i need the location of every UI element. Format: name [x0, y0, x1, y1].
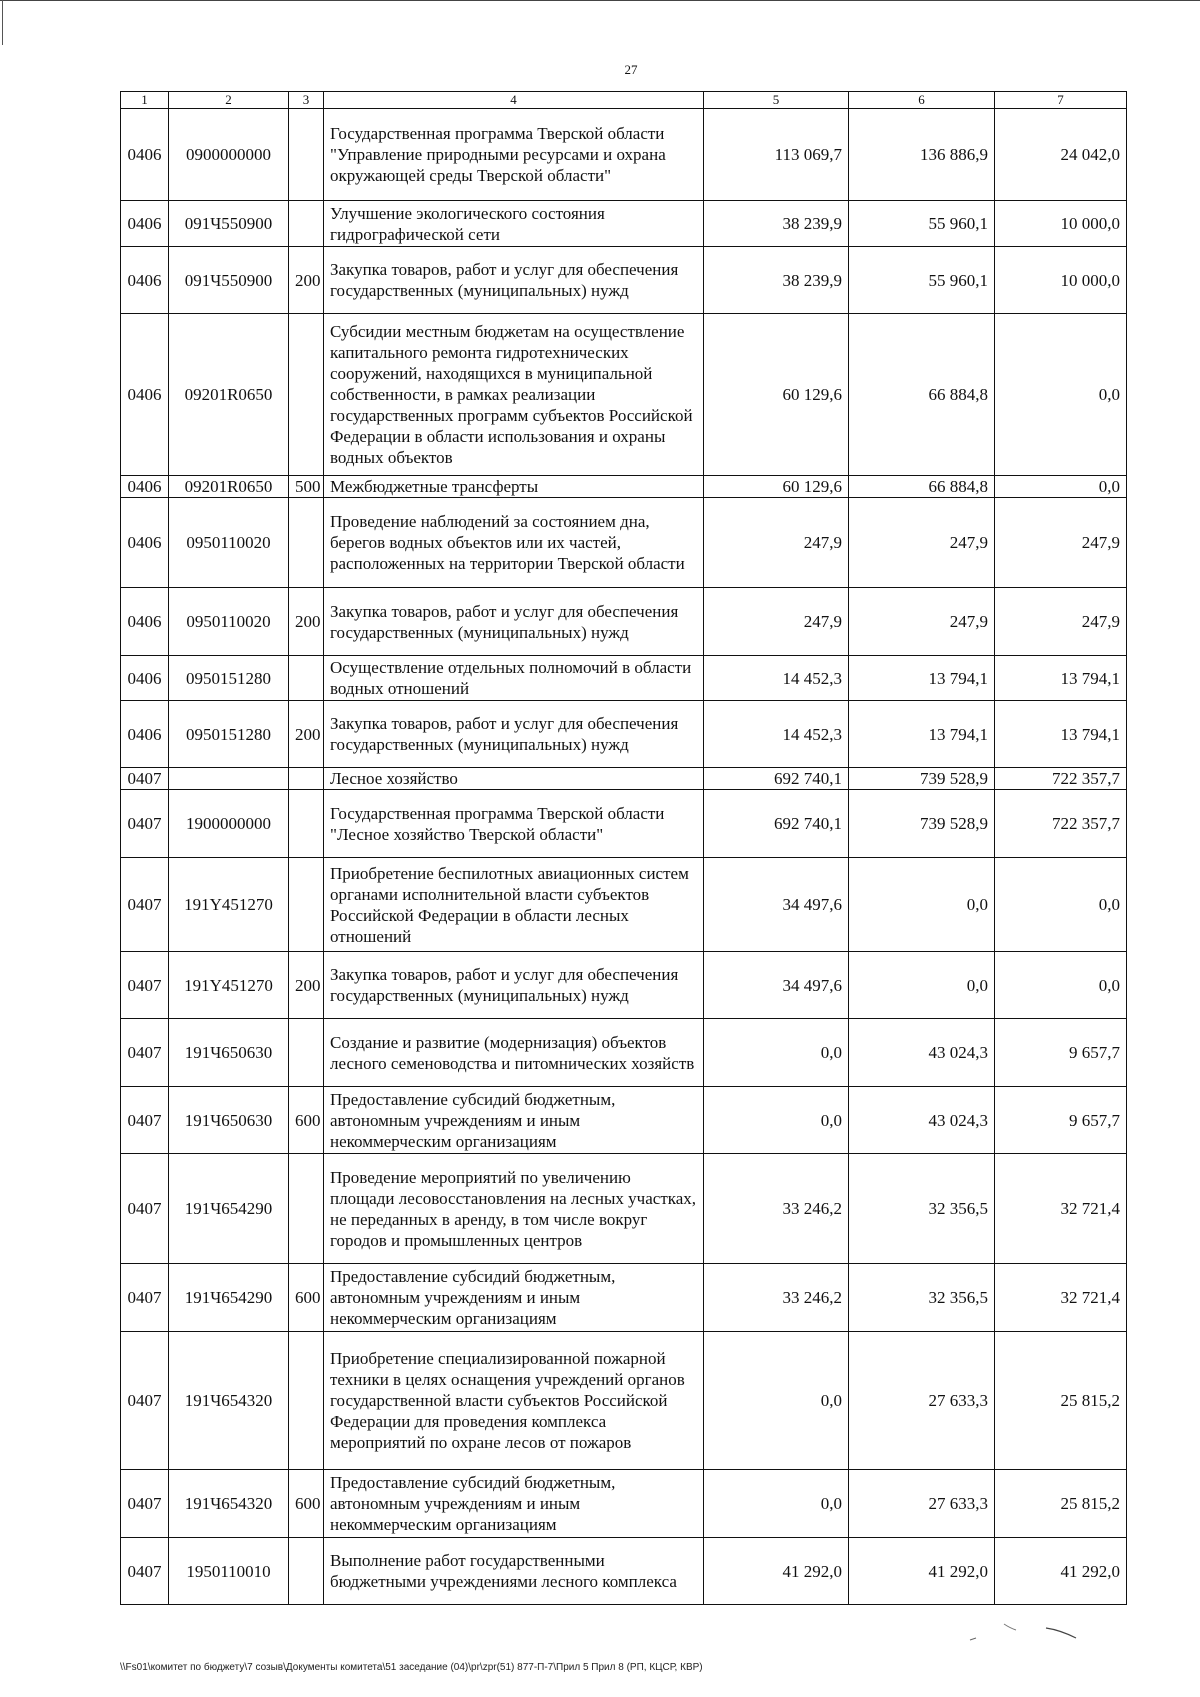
section-code-cell: 0407 [121, 1019, 169, 1087]
amount-col6-cell: 739 528,9 [849, 790, 995, 858]
amount-col5-cell: 14 452,3 [704, 701, 849, 768]
section-code-cell: 0406 [121, 498, 169, 588]
amount-col7-cell: 25 815,2 [995, 1470, 1127, 1538]
expense-type-cell [289, 1538, 324, 1605]
section-code-cell: 0406 [121, 247, 169, 314]
amount-col7-cell: 0,0 [995, 858, 1127, 952]
amount-col6-cell: 0,0 [849, 952, 995, 1019]
amount-col6-cell: 55 960,1 [849, 247, 995, 314]
amount-col5-cell: 0,0 [704, 1087, 849, 1154]
amount-col5-cell: 38 239,9 [704, 201, 849, 247]
target-code-cell: 0950110020 [169, 588, 289, 656]
expense-type-cell [289, 109, 324, 201]
column-number-row [121, 92, 1127, 109]
table-row [121, 201, 1127, 247]
item-name-cell: Закупка товаров, работ и услуг для обеспечения государственных (муниципальных) нужд [324, 588, 704, 656]
scan-left-edge [2, 0, 3, 45]
item-name-cell: Приобретение беспилотных авиационных систем органами исполнительной власти субъектов Российской Федерации в области лесных отношений [324, 858, 704, 952]
section-code-cell: 0407 [121, 1470, 169, 1538]
amount-col7-cell: 722 357,7 [995, 790, 1127, 858]
target-code-cell: 09201R0650 [169, 314, 289, 476]
expense-type-cell: 600 [289, 1470, 324, 1538]
target-code-cell: 191Ч654290 [169, 1154, 289, 1264]
amount-col5-cell: 34 497,6 [704, 952, 849, 1019]
amount-col6-cell: 66 884,8 [849, 476, 995, 498]
section-code-cell: 0406 [121, 109, 169, 201]
expense-type-cell: 200 [289, 247, 324, 314]
item-name-cell: Улучшение экологического состояния гидрографической сети [324, 201, 704, 247]
amount-col7-cell: 0,0 [995, 314, 1127, 476]
amount-col5-cell: 113 069,7 [704, 109, 849, 201]
amount-col5-cell: 692 740,1 [704, 790, 849, 858]
expense-type-cell: 200 [289, 701, 324, 768]
amount-col7-cell: 32 721,4 [995, 1154, 1127, 1264]
amount-col7-cell: 10 000,0 [995, 247, 1127, 314]
column-header: 1 [121, 92, 169, 109]
table-row [121, 498, 1127, 588]
amount-col7-cell: 13 794,1 [995, 656, 1127, 701]
amount-col6-cell: 32 356,5 [849, 1264, 995, 1332]
expense-type-cell: 500 [289, 476, 324, 498]
expense-type-cell [289, 1019, 324, 1087]
item-name-cell: Проведение мероприятий по увеличению площади лесовосстановления на лесных участках, не переданных в аренду, в том числе вокруг городов и промышленных центров [324, 1154, 704, 1264]
amount-col5-cell: 34 497,6 [704, 858, 849, 952]
section-code-cell: 0407 [121, 768, 169, 790]
amount-col7-cell: 722 357,7 [995, 768, 1127, 790]
amount-col5-cell: 33 246,2 [704, 1154, 849, 1264]
amount-col5-cell: 0,0 [704, 1332, 849, 1470]
table-row [121, 790, 1127, 858]
item-name-cell: Закупка товаров, работ и услуг для обеспечения государственных (муниципальных) нужд [324, 247, 704, 314]
item-name-cell: Закупка товаров, работ и услуг для обеспечения государственных (муниципальных) нужд [324, 952, 704, 1019]
table-row [121, 952, 1127, 1019]
table-row [121, 476, 1127, 498]
section-code-cell: 0407 [121, 952, 169, 1019]
expense-type-cell [289, 858, 324, 952]
table-row [121, 1264, 1127, 1332]
expense-type-cell [289, 201, 324, 247]
table-row [121, 1154, 1127, 1264]
section-code-cell: 0407 [121, 1332, 169, 1470]
amount-col5-cell: 60 129,6 [704, 314, 849, 476]
section-code-cell: 0407 [121, 1154, 169, 1264]
column-header: 2 [169, 92, 289, 109]
expense-type-cell [289, 498, 324, 588]
item-name-cell: Предоставление субсидий бюджетным, автономным учреждениям и иным некоммерческим организациям [324, 1470, 704, 1538]
section-code-cell: 0407 [121, 790, 169, 858]
item-name-cell: Субсидии местным бюджетам на осуществление капитального ремонта гидротехнических сооружений, находящихся в муниципальной собственности, в рамках реализации государственных программ субъектов Российской Федерации в области использования и охраны водных объектов [324, 314, 704, 476]
table-row [121, 1332, 1127, 1470]
amount-col6-cell: 27 633,3 [849, 1332, 995, 1470]
table-row [121, 768, 1127, 790]
amount-col5-cell: 60 129,6 [704, 476, 849, 498]
table-row [121, 1019, 1127, 1087]
amount-col6-cell: 13 794,1 [849, 656, 995, 701]
item-name-cell: Создание и развитие (модернизация) объектов лесного семеноводства и питомнических хозяйств [324, 1019, 704, 1087]
amount-col7-cell: 10 000,0 [995, 201, 1127, 247]
table-row [121, 247, 1127, 314]
target-code-cell: 0950151280 [169, 701, 289, 768]
amount-col5-cell: 247,9 [704, 588, 849, 656]
item-name-cell: Лесное хозяйство [324, 768, 704, 790]
item-name-cell: Межбюджетные трансферты [324, 476, 704, 498]
amount-col6-cell: 247,9 [849, 498, 995, 588]
column-header: 6 [849, 92, 995, 109]
amount-col5-cell: 692 740,1 [704, 768, 849, 790]
amount-col7-cell: 9 657,7 [995, 1087, 1127, 1154]
amount-col6-cell: 13 794,1 [849, 701, 995, 768]
column-header: 4 [324, 92, 704, 109]
column-header: 7 [995, 92, 1127, 109]
item-name-cell: Государственная программа Тверской области "Управление природными ресурсами и охрана окружающей среды Тверской области" [324, 109, 704, 201]
table-row [121, 656, 1127, 701]
item-name-cell: Осуществление отдельных полномочий в области водных отношений [324, 656, 704, 701]
item-name-cell: Предоставление субсидий бюджетным, автономным учреждениям и иным некоммерческим организациям [324, 1087, 704, 1154]
item-name-cell: Проведение наблюдений за состоянием дна, берегов водных объектов или их частей, расположенных на территории Тверской области [324, 498, 704, 588]
amount-col6-cell: 43 024,3 [849, 1019, 995, 1087]
table-row [121, 1087, 1127, 1154]
table-row [121, 588, 1127, 656]
amount-col7-cell: 41 292,0 [995, 1538, 1127, 1605]
section-code-cell: 0406 [121, 201, 169, 247]
amount-col6-cell: 247,9 [849, 588, 995, 656]
amount-col7-cell: 24 042,0 [995, 109, 1127, 201]
target-code-cell: 191Ч654320 [169, 1332, 289, 1470]
amount-col5-cell: 0,0 [704, 1470, 849, 1538]
amount-col6-cell: 739 528,9 [849, 768, 995, 790]
section-code-cell: 0407 [121, 1087, 169, 1154]
expense-type-cell [289, 314, 324, 476]
section-code-cell: 0406 [121, 476, 169, 498]
target-code-cell [169, 768, 289, 790]
table-row [121, 109, 1127, 201]
expense-type-cell [289, 1154, 324, 1264]
amount-col6-cell: 41 292,0 [849, 1538, 995, 1605]
section-code-cell: 0406 [121, 701, 169, 768]
budget-table [120, 91, 1127, 1605]
table-row [121, 858, 1127, 952]
expense-type-cell [289, 790, 324, 858]
target-code-cell: 191Ч654290 [169, 1264, 289, 1332]
amount-col6-cell: 27 633,3 [849, 1470, 995, 1538]
section-code-cell: 0407 [121, 1538, 169, 1605]
amount-col7-cell: 0,0 [995, 476, 1127, 498]
target-code-cell: 09201R0650 [169, 476, 289, 498]
table-row [121, 701, 1127, 768]
table-row [121, 1538, 1127, 1605]
column-header: 3 [289, 92, 324, 109]
target-code-cell: 1950110010 [169, 1538, 289, 1605]
amount-col6-cell: 0,0 [849, 858, 995, 952]
section-code-cell: 0406 [121, 588, 169, 656]
amount-col5-cell: 14 452,3 [704, 656, 849, 701]
item-name-cell: Выполнение работ государственными бюджетными учреждениями лесного комплекса [324, 1538, 704, 1605]
item-name-cell: Закупка товаров, работ и услуг для обеспечения государственных (муниципальных) нужд [324, 701, 704, 768]
target-code-cell: 1900000000 [169, 790, 289, 858]
amount-col5-cell: 33 246,2 [704, 1264, 849, 1332]
amount-col7-cell: 247,9 [995, 498, 1127, 588]
target-code-cell: 191Ч650630 [169, 1087, 289, 1154]
expense-type-cell [289, 1332, 324, 1470]
item-name-cell: Приобретение специализированной пожарной техники в целях оснащения учреждений органов государственной власти субъектов Российской Федерации для проведения комплекса мероприятий по охране лесов от пожаров [324, 1332, 704, 1470]
target-code-cell: 191Y451270 [169, 858, 289, 952]
amount-col6-cell: 43 024,3 [849, 1087, 995, 1154]
expense-type-cell: 200 [289, 588, 324, 656]
amount-col5-cell: 0,0 [704, 1019, 849, 1087]
amount-col6-cell: 55 960,1 [849, 201, 995, 247]
amount-col5-cell: 38 239,9 [704, 247, 849, 314]
column-header: 5 [704, 92, 849, 109]
target-code-cell: 191Ч650630 [169, 1019, 289, 1087]
expense-type-cell: 600 [289, 1087, 324, 1154]
amount-col5-cell: 41 292,0 [704, 1538, 849, 1605]
amount-col7-cell: 13 794,1 [995, 701, 1127, 768]
amount-col7-cell: 0,0 [995, 952, 1127, 1019]
amount-col7-cell: 32 721,4 [995, 1264, 1127, 1332]
expense-type-cell [289, 656, 324, 701]
target-code-cell: 0900000000 [169, 109, 289, 201]
target-code-cell: 191Y451270 [169, 952, 289, 1019]
expense-type-cell: 600 [289, 1264, 324, 1332]
amount-col6-cell: 66 884,8 [849, 314, 995, 476]
scan-top-edge [0, 0, 1200, 1]
target-code-cell: 0950151280 [169, 656, 289, 701]
target-code-cell: 191Ч654320 [169, 1470, 289, 1538]
amount-col7-cell: 25 815,2 [995, 1332, 1127, 1470]
amount-col5-cell: 247,9 [704, 498, 849, 588]
expense-type-cell [289, 768, 324, 790]
item-name-cell: Государственная программа Тверской области "Лесное хозяйство Тверской области" [324, 790, 704, 858]
item-name-cell: Предоставление субсидий бюджетным, автономным учреждениям и иным некоммерческим организациям [324, 1264, 704, 1332]
amount-col7-cell: 9 657,7 [995, 1019, 1127, 1087]
expense-type-cell: 200 [289, 952, 324, 1019]
footer-file-path: \\Fs01\комитет по бюджету\7 созыв\Документы комитета\51 заседание (04)\pr\zpr(51) 877-П-7\Прил 5 Прил 8 (РП, КЦСР, КВР) [120, 1662, 703, 1673]
page-number: 27 [624, 62, 638, 77]
target-code-cell: 0950110020 [169, 498, 289, 588]
section-code-cell: 0407 [121, 1264, 169, 1332]
scan-handwritten-marks [968, 1618, 1088, 1648]
amount-col6-cell: 32 356,5 [849, 1154, 995, 1264]
target-code-cell: 091Ч550900 [169, 201, 289, 247]
amount-col6-cell: 136 886,9 [849, 109, 995, 201]
amount-col7-cell: 247,9 [995, 588, 1127, 656]
section-code-cell: 0407 [121, 858, 169, 952]
section-code-cell: 0406 [121, 314, 169, 476]
target-code-cell: 091Ч550900 [169, 247, 289, 314]
table-row [121, 1470, 1127, 1538]
section-code-cell: 0406 [121, 656, 169, 701]
table-row [121, 314, 1127, 476]
